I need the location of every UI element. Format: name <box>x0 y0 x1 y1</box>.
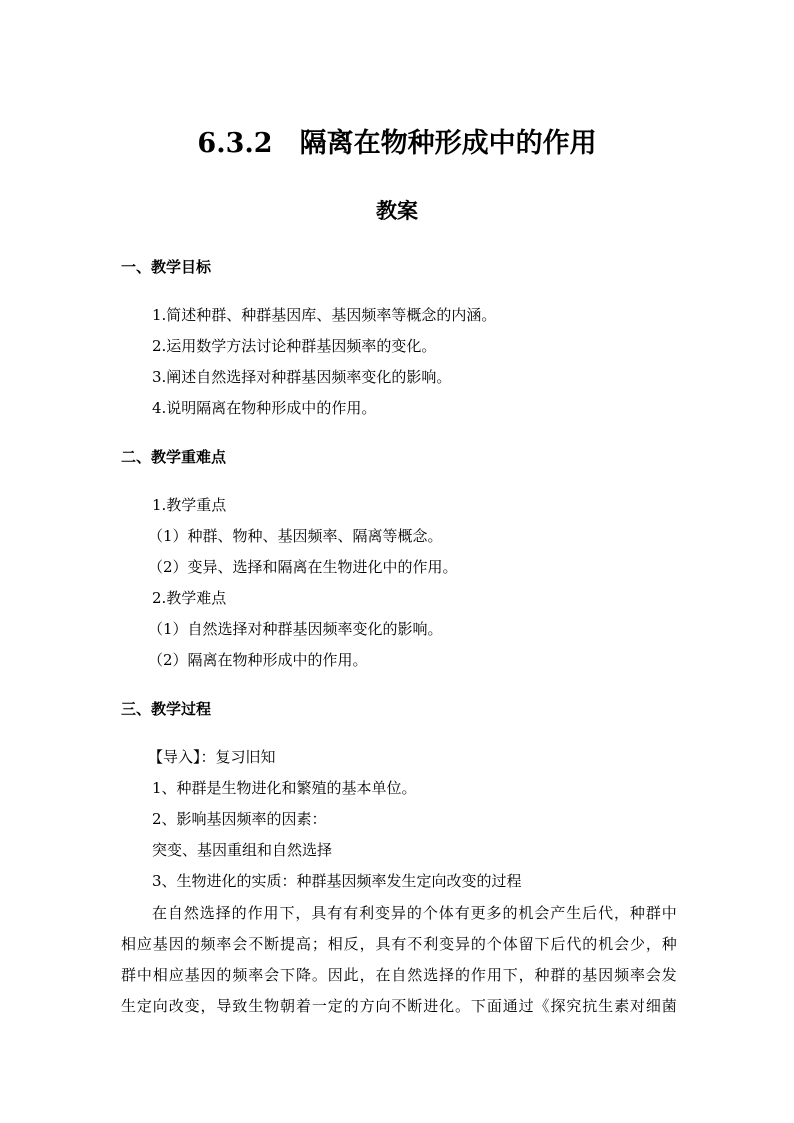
process-item: 突变、基因重组和自然选择 <box>152 841 333 859</box>
objective-item: 2.运用数学方法讨论种群基因频率的变化。 <box>152 337 437 355</box>
paragraph-line: 生定向改变，导致生物朝着一定的方向不断进化。下面通过《探究抗生素对细菌 <box>121 997 677 1015</box>
paragraph-line: 群中相应基因的频率会下降。因此，在自然选择的作用下，种群的基因频率会发 <box>121 966 677 984</box>
key-point-item: 1.教学重点 <box>152 496 227 514</box>
page-title: 6.3.2 隔离在物种形成中的作用 <box>197 128 597 159</box>
page-subtitle: 教案 <box>376 198 418 223</box>
body-paragraph <box>121 902 677 1026</box>
section-heading-key-points: 二、教学重难点 <box>121 448 227 466</box>
key-point-item: （2）变异、选择和隔离在生物进化中的作用。 <box>148 558 458 576</box>
objective-item: 1.简述种群、种群基因库、基因频率等概念的内涵。 <box>152 306 497 324</box>
section-heading-process: 三、教学过程 <box>121 700 212 718</box>
process-item: 【导入】：复习旧知 <box>148 748 276 766</box>
paragraph-line: 相应基因的频率会不断提高；相反，具有不利变异的个体留下后代的机会少，种 <box>121 935 677 953</box>
key-point-item: （1）种群、物种、基因频率、隔离等概念。 <box>148 527 443 545</box>
objective-item: 4.说明隔离在物种形成中的作用。 <box>152 399 377 417</box>
objective-item: 3.阐述自然选择对种群基因频率变化的影响。 <box>152 368 452 386</box>
section-heading-objectives: 一、教学目标 <box>121 258 212 276</box>
key-point-item: （1）自然选择对种群基因频率变化的影响。 <box>148 620 443 638</box>
paragraph-line: 在自然选择的作用下，具有有利变异的个体有更多的机会产生后代，种群中 <box>152 904 677 922</box>
key-point-item: （2）隔离在物种形成中的作用。 <box>148 651 368 669</box>
key-point-item: 2.教学难点 <box>152 589 227 607</box>
process-item: 3、生物进化的实质：种群基因频率发生定向改变的过程 <box>152 872 522 890</box>
process-item: 2、影响基因频率的因素： <box>152 810 327 828</box>
process-item: 1、种群是生物进化和繁殖的基本单位。 <box>152 779 417 797</box>
